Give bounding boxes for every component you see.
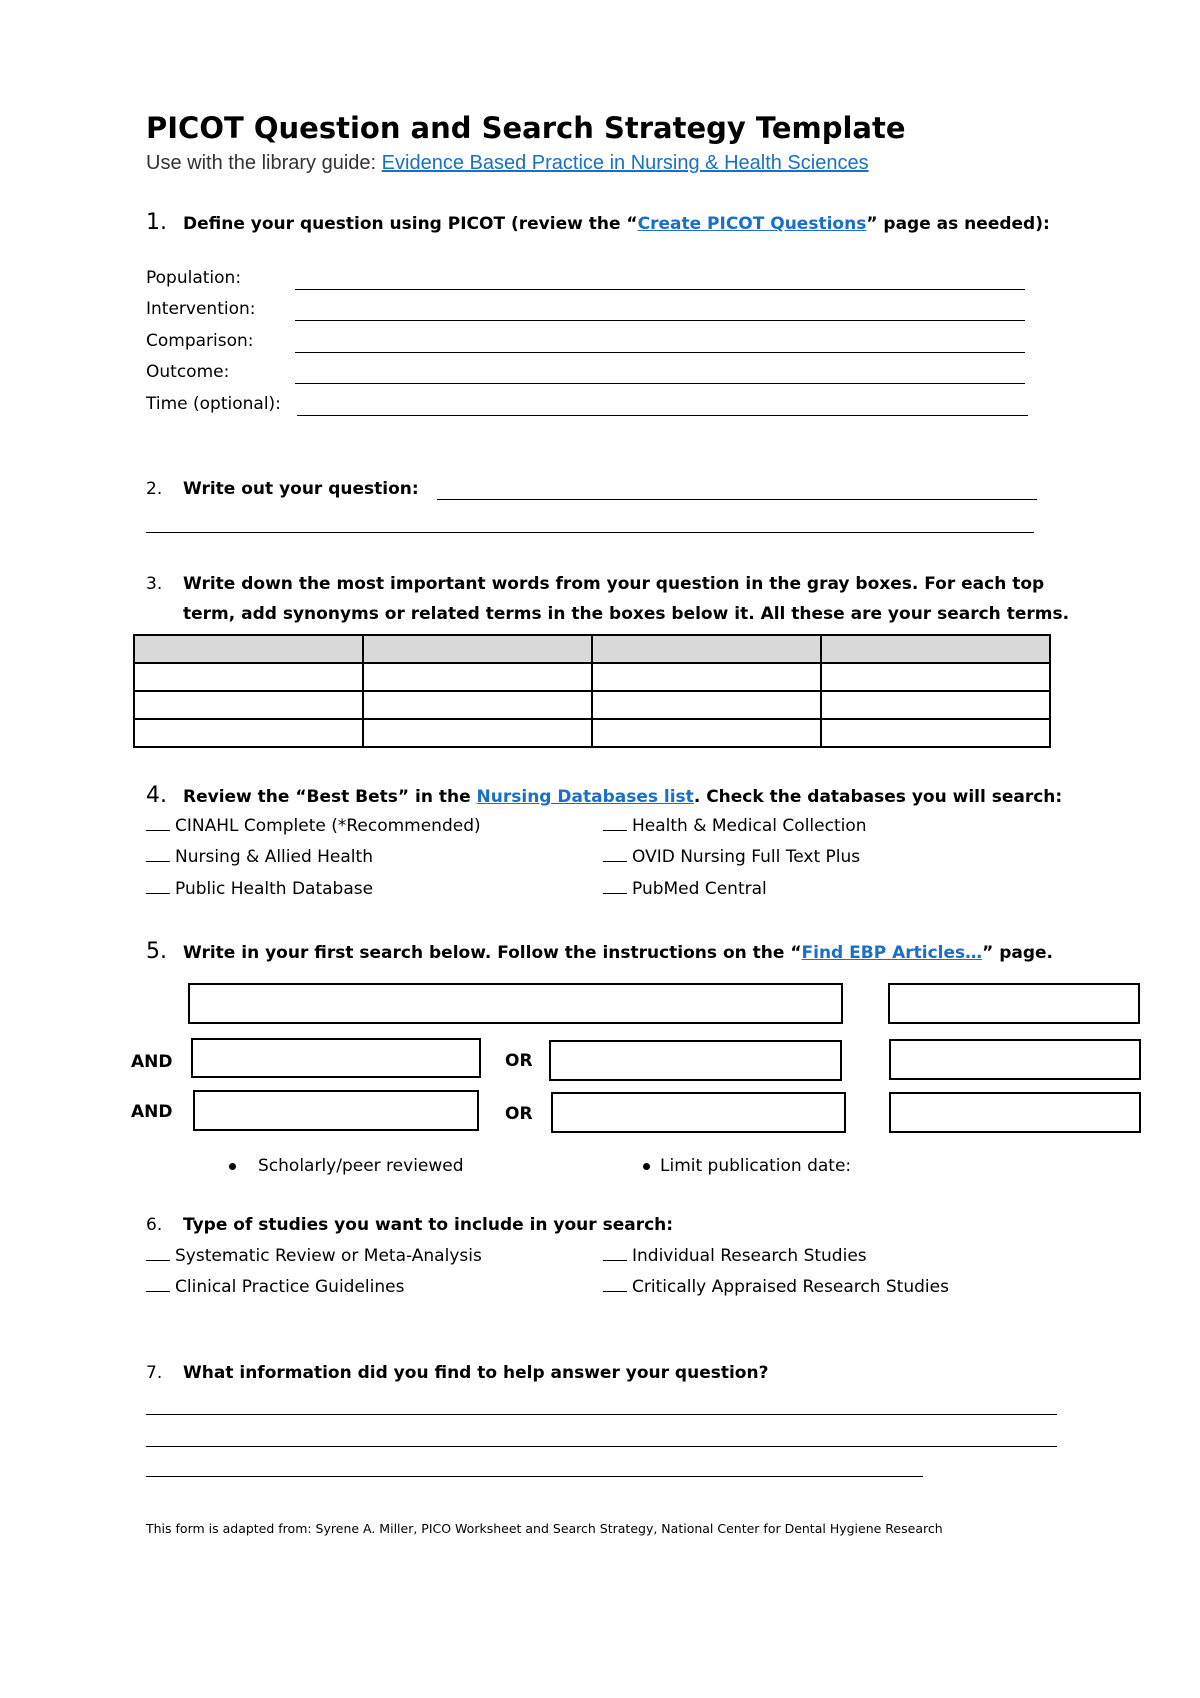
intervention-input-line[interactable] bbox=[295, 320, 1025, 321]
subtitle-prefix: Use with the library guide: bbox=[146, 152, 382, 174]
question-input-line-2[interactable] bbox=[146, 532, 1034, 533]
question-5 bbox=[146, 939, 1053, 964]
bullet-icon bbox=[229, 1163, 236, 1170]
limit-publication-date[interactable]: Limit publication date: bbox=[643, 1156, 851, 1176]
question-2-text: Write out your question: bbox=[183, 479, 419, 499]
search-box-and-1[interactable] bbox=[191, 1038, 481, 1078]
database-checkbox-nursing-allied[interactable]: Nursing & Allied Health bbox=[146, 847, 373, 867]
table-row bbox=[134, 663, 1050, 691]
create-picot-questions-link[interactable]: Create PICOT Questions bbox=[637, 214, 867, 234]
synonym-cell[interactable] bbox=[821, 691, 1050, 719]
question-6 bbox=[146, 1215, 673, 1235]
question-6-text: Type of studies you want to include in your search: bbox=[183, 1215, 674, 1235]
database-checkbox-ovid[interactable]: OVID Nursing Full Text Plus bbox=[603, 847, 860, 867]
question-3-line-1: Write down the most important words from your question in the gray boxes. For each top bbox=[183, 574, 1045, 594]
search-box-or-2[interactable] bbox=[551, 1092, 846, 1133]
question-3-line-2: term, add synonyms or related terms in the boxes below it. All these are your search terms. bbox=[183, 604, 1070, 624]
question-3 bbox=[146, 574, 1044, 594]
question-4-text-after: . Check the databases you will search: bbox=[693, 787, 1063, 807]
search-box-right-2[interactable] bbox=[889, 1039, 1141, 1080]
answer-line-3[interactable] bbox=[146, 1476, 923, 1477]
question-7 bbox=[146, 1363, 768, 1383]
database-checkbox-public-health[interactable]: Public Health Database bbox=[146, 879, 373, 899]
page-title: PICOT Question and Search Strategy Template bbox=[146, 111, 906, 145]
synonym-cell[interactable] bbox=[592, 691, 821, 719]
answer-line-2[interactable] bbox=[146, 1446, 1057, 1447]
question-1-text-before: Define your question using PICOT (review the “ bbox=[183, 214, 638, 234]
question-2 bbox=[146, 479, 419, 499]
or-label-2: OR bbox=[505, 1104, 533, 1124]
question-3-number: 3. bbox=[146, 574, 163, 594]
answer-line-1[interactable] bbox=[146, 1414, 1057, 1415]
synonym-cell[interactable] bbox=[363, 691, 592, 719]
or-label-1: OR bbox=[505, 1051, 533, 1071]
comparison-input-line[interactable] bbox=[295, 352, 1025, 353]
bullet-icon bbox=[643, 1163, 650, 1170]
search-box-right-3[interactable] bbox=[889, 1092, 1141, 1133]
question-input-line-1[interactable] bbox=[437, 499, 1037, 500]
nursing-databases-link[interactable]: Nursing Databases list bbox=[476, 787, 694, 807]
synonym-cell[interactable] bbox=[134, 691, 363, 719]
outcome-input-line[interactable] bbox=[295, 383, 1025, 384]
search-box-or-1[interactable] bbox=[549, 1040, 842, 1081]
synonym-cell[interactable] bbox=[592, 663, 821, 691]
top-term-cell[interactable] bbox=[592, 635, 821, 663]
database-checkbox-health-medical[interactable]: Health & Medical Collection bbox=[603, 816, 867, 836]
question-1 bbox=[146, 210, 1050, 235]
search-box-main[interactable] bbox=[188, 983, 843, 1024]
top-term-cell[interactable] bbox=[821, 635, 1050, 663]
study-checkbox-individual-research[interactable]: Individual Research Studies bbox=[603, 1246, 867, 1266]
footer-attribution: This form is adapted from: Syrene A. Miller, PICO Worksheet and Search Strategy, National Center for Dental Hygiene Research bbox=[146, 1521, 943, 1536]
synonym-cell[interactable] bbox=[821, 719, 1050, 747]
database-checkbox-pubmed[interactable]: PubMed Central bbox=[603, 879, 767, 899]
and-label-1: AND bbox=[131, 1052, 173, 1072]
library-guide-link[interactable]: Evidence Based Practice in Nursing & Health Sciences bbox=[381, 152, 869, 174]
find-ebp-articles-link[interactable]: Find EBP Articles… bbox=[801, 943, 983, 963]
question-1-number: 1. bbox=[146, 210, 167, 235]
outcome-label: Outcome: bbox=[146, 362, 230, 382]
question-5-text-after: ” page. bbox=[982, 943, 1054, 963]
synonym-cell[interactable] bbox=[821, 663, 1050, 691]
table-row bbox=[134, 691, 1050, 719]
synonym-cell[interactable] bbox=[363, 719, 592, 747]
question-1-text-after: ” page as needed): bbox=[866, 214, 1050, 234]
comparison-label: Comparison: bbox=[146, 331, 254, 351]
question-7-number: 7. bbox=[146, 1363, 163, 1383]
synonym-cell[interactable] bbox=[363, 663, 592, 691]
top-term-cell[interactable] bbox=[363, 635, 592, 663]
intervention-label: Intervention: bbox=[146, 299, 256, 319]
table-row bbox=[134, 719, 1050, 747]
synonym-cell[interactable] bbox=[134, 663, 363, 691]
question-5-number: 5. bbox=[146, 939, 167, 964]
synonym-cell[interactable] bbox=[134, 719, 363, 747]
question-5-text-before: Write in your first search below. Follow the instructions on the “ bbox=[183, 943, 802, 963]
top-term-cell[interactable] bbox=[134, 635, 363, 663]
search-box-right-1[interactable] bbox=[888, 983, 1140, 1024]
synonym-cell[interactable] bbox=[592, 719, 821, 747]
population-input-line[interactable] bbox=[295, 289, 1025, 290]
database-checkbox-cinahl[interactable]: CINAHL Complete (*Recommended) bbox=[146, 816, 481, 836]
population-label: Population: bbox=[146, 268, 242, 288]
question-7-text: What information did you find to help answer your question? bbox=[183, 1363, 769, 1383]
study-checkbox-clinical-guidelines[interactable]: Clinical Practice Guidelines bbox=[146, 1277, 404, 1297]
question-4-text-before: Review the “Best Bets” in the bbox=[183, 787, 477, 807]
time-label: Time (optional): bbox=[146, 394, 281, 414]
search-box-and-2[interactable] bbox=[193, 1090, 479, 1131]
question-2-number: 2. bbox=[146, 479, 163, 499]
and-label-2: AND bbox=[131, 1102, 173, 1122]
question-6-number: 6. bbox=[146, 1215, 163, 1235]
time-input-line[interactable] bbox=[297, 415, 1028, 416]
question-4 bbox=[146, 783, 1062, 808]
question-4-number: 4. bbox=[146, 783, 167, 808]
study-checkbox-critically-appraised[interactable]: Critically Appraised Research Studies bbox=[603, 1277, 949, 1297]
subtitle bbox=[146, 152, 869, 175]
study-checkbox-systematic-review[interactable]: Systematic Review or Meta-Analysis bbox=[146, 1246, 482, 1266]
search-terms-table bbox=[133, 634, 1051, 748]
table-row bbox=[134, 635, 1050, 663]
limit-scholarly[interactable]: Scholarly/peer reviewed bbox=[229, 1156, 464, 1176]
